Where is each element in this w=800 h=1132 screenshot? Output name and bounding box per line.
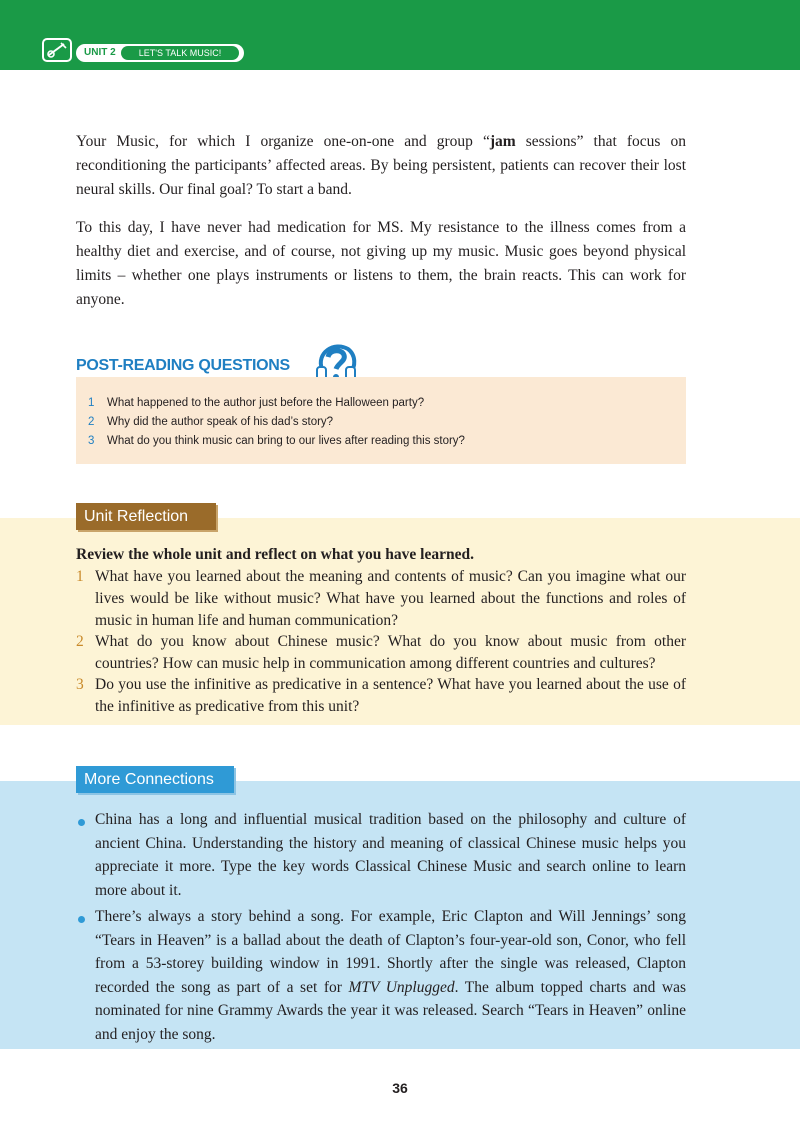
unit-title: LET'S TALK MUSIC! <box>121 46 239 60</box>
body-paragraph-2: To this day, I have never had medication for MS. My resistance to the illness comes from a healthy diet and exercise, and of course, not giving up my music. Music goes beyond physical limits – whether one plays instruments or listens to them, the brain reacts. This can work for anyone. <box>76 219 686 308</box>
connections-tag-label: More Connections <box>84 771 214 788</box>
connections-tag <box>76 766 234 793</box>
question-item: 3 What do you think music can bring to our lives after reading this story? <box>88 435 465 447</box>
reflection-number: 3 <box>76 676 84 693</box>
reflection-item: What have you learned about the meaning and contents of music? Can you imagine what our lives would be like without music? What have you learned about the functions and roles of music in human life and human communication? <box>95 568 686 629</box>
reflection-item: What do you know about Chinese music? What do you know about music from other countries? How can music help in communication among different countries and cultures? <box>95 633 686 672</box>
reflection-heading: Review the whole unit and reflect on what you have learned. <box>76 546 474 563</box>
reflection-item: Do you use the infinitive as predicative in a sentence? What have you learned about the use of the infinitive as predicative from this unit? <box>95 676 686 715</box>
body-paragraph-1: Your Music, for which I organize one-on-one and group “jam sessions” that focus on reconditioning the participants’ affected areas. By being persistent, patients can recover their lost neural skills. Our final goal? To start a band. <box>76 133 686 198</box>
italic-title: MTV Unplugged <box>348 978 455 996</box>
reflection-tag <box>76 503 216 530</box>
unit-label: UNIT 2 <box>84 47 116 58</box>
question-item: 1 What happened to the author just before the Halloween party? <box>88 397 425 409</box>
connection-item: There’s always a story behind a song. For example, Eric Clapton and Will Jennings’ song “Tears in Heaven” is a ballad about the death of Clapton’s four-year-old son, Conor, who fell from a 53-storey building window in 1991. Shortly after the single was released, Clapton recorded the song as part of a set for MTV Unplugged. The album topped charts and was nominated for nine Grammy Awards the year it was released. Search “Tears in Heaven” online and enjoy the song. <box>95 908 686 1043</box>
connection-item: China has a long and influential musical tradition based on the philosophy and culture of ancient China. Understanding the history and meaning of classical Chinese music helps you appreciate it more. Type the key words Classical Chinese Music and search online to learn more about it. <box>95 811 686 899</box>
header-band <box>0 0 800 70</box>
guitar-key-icon <box>42 38 72 62</box>
question-item: 2 Why did the author speak of his dad’s story? <box>88 416 334 428</box>
reflection-number: 1 <box>76 568 84 585</box>
post-reading-title: POST-READING QUESTIONS <box>76 357 290 374</box>
reflection-number: 2 <box>76 633 84 650</box>
page-number: 36 <box>392 1080 408 1096</box>
bold-term: jam <box>489 133 516 150</box>
bullet-dot-icon <box>78 916 85 923</box>
reflection-tag-label: Unit Reflection <box>84 508 189 525</box>
bullet-dot-icon <box>78 819 85 826</box>
